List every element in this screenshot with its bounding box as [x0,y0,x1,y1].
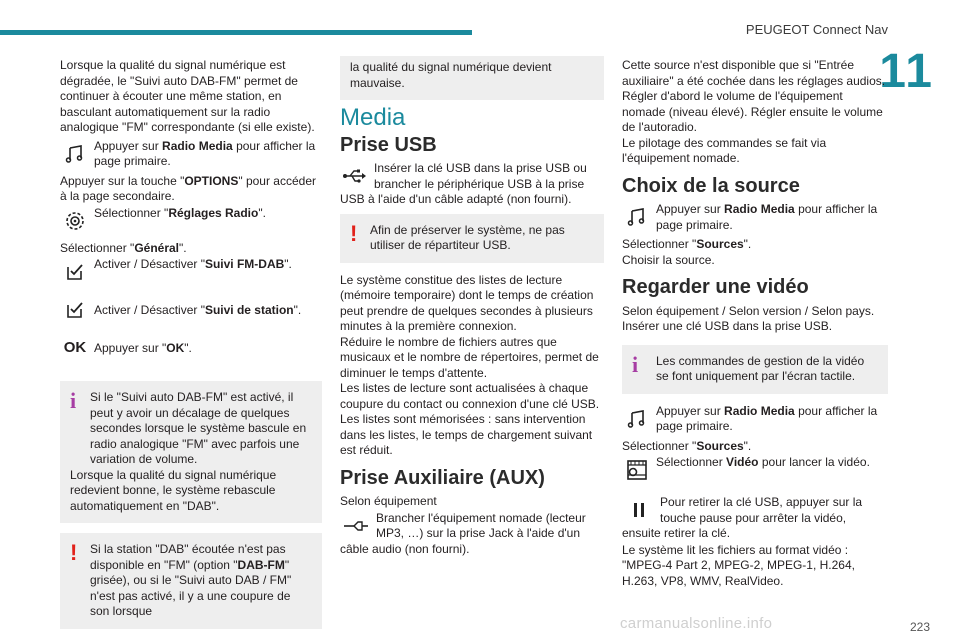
info-icon: i [70,388,77,413]
step-radio-media [60,139,322,173]
paragraph [622,439,888,455]
step-keyword: Suivi de station [204,303,294,317]
warning-text: Afin de préserver le système, ne pas utiliser de répartiteur USB. [370,222,565,252]
step-text: Sélectionner " [94,205,169,220]
column-right [622,58,888,589]
watermark: carmanualsonline.info [620,615,773,632]
music-note-icon [60,139,90,169]
warning-text: la qualité du signal numérique devient mauvaise. [350,60,552,90]
text: ". [743,438,752,453]
column-left [60,58,322,637]
step-text: Sélectionner [656,455,727,469]
step-text: ". [258,205,266,220]
keyword: Sources [696,237,744,251]
step-text: ". [293,303,302,317]
paragraph: Selon équipement [340,494,437,508]
step-text: Appuyer sur [656,403,725,418]
step-text: Appuyer sur [94,138,163,153]
paragraph: "MPEG-4 Part 2, MPEG-2, MPEG-1, H.264, H.263, VP8, WMV, RealVideo. [622,558,855,588]
paragraph: Le système lit les fichiers au format vidéo : [622,542,849,557]
step-suivi-fm-dab [60,257,322,291]
keyword: Général [134,240,180,255]
warning-box [340,214,604,263]
step-text: Appuyer sur " [94,341,167,355]
paragraph: Le pilotage des commandes se fait via l'équipement nomade. [622,135,827,165]
text: Appuyer sur la touche " [60,173,185,188]
paragraph: Les listes de lecture sont actualisées à chaque coupure du contact ou connexion d'une clé USB. Les listes sont mémorisées : sans intervention dans les listes, le temps de chargement suivant est réduit. [340,381,600,457]
checkbox-icon [60,295,90,325]
ok-icon: OK [63,339,87,357]
radio-settings-icon [60,206,90,236]
step-keyword: Réglages Radio [168,205,259,220]
music-note-icon [622,202,652,232]
step-text: pour afficher la page primaire. [656,403,878,433]
paragraph: Choisir la source. [622,252,715,267]
step-text: Activer / Désactiver " [94,303,205,317]
keyword: DAB-FM [237,557,285,572]
paragraph [60,174,322,205]
text: Sélectionner " [622,438,697,453]
keyword: OPTIONS [184,173,239,188]
paragraph: Selon équipement / Selon version / Selon pays. [622,303,875,318]
step-text: pour afficher la page primaire. [656,202,878,232]
step-text: ". [284,257,292,271]
step-radio-media [622,404,888,438]
step-suivi-station [60,295,322,329]
step-text: Brancher l'équipement nomade (lecteur MP3, …) sur la prise Jack à l'aide d'un câble audio (non fourni). [340,510,586,556]
text: ". [743,237,752,251]
step-keyword: Vidéo [726,455,759,469]
step-keyword: Radio Media [724,202,795,216]
step-aux [340,511,604,558]
paragraph: Le système constitue des listes de lecture (mémoire temporaire) dont le temps de création peut prendre de quelques secondes à plusieurs minutes à la première connexion. [340,272,594,333]
paragraph [60,241,322,257]
heading-aux: Prise Auxiliaire (AUX) [340,466,545,489]
paragraph: Lorsque la qualité du signal numérique est dégradée, le "Suivi auto DAB-FM" permet de continuer à écouter une même station, en basculant automatiquement sur la radio analogique "FM" correspondante (si elle existe). [60,58,315,134]
info-text: Les commandes de gestion de la vidéo se font uniquement par l'écran tactile. [656,353,865,383]
chapter-number: 11 [879,45,934,98]
step-keyword: Radio Media [162,138,233,153]
text: " pour accéder à la page secondaire. [60,173,316,203]
step-pause [622,495,888,542]
step-text: Activer / Désactiver " [94,257,205,271]
usb-icon [340,161,370,191]
heading-video: Regarder une vidéo [622,276,809,298]
step-keyword: Suivi FM-DAB [204,257,285,271]
warning-box [60,533,322,629]
warning-icon: ! [70,540,78,565]
step-usb [340,161,604,208]
warning-box-continued [340,56,604,100]
paragraph: Cette source n'est disponible que si "Entrée auxiliaire" a été cochée dans les réglages audios. [622,58,886,88]
text: " grisée), ou si le "Suivi auto DAB / FM" n'est pas activé, il y a une coupure de son lorsque [90,557,292,618]
header-accent-bar [0,30,472,35]
step-keyword: Radio Media [724,403,795,418]
step-text: Pour retirer la clé USB, appuyer sur la touche pause pour arrêter la vidéo, ensuite retirer la clé. [622,495,863,540]
section-title-media: Media [340,104,406,131]
step-text: pour afficher la page primaire. [94,138,316,168]
paragraph: Insérer une clé USB dans la prise USB. [622,319,833,333]
column-middle [340,58,604,558]
paragraph [622,237,888,253]
warning-icon: ! [350,220,358,246]
info-box [60,381,322,523]
step-text: Appuyer sur [656,202,725,216]
paragraph: Réduire le nombre de fichiers autres que musicaux et le nombre de répertoires, permet de diminuer le temps d'attente. [340,334,599,380]
text: Sélectionner " [60,240,135,255]
heading-usb: Prise USB [340,133,437,156]
music-note-icon [622,404,652,434]
header-title: PEUGEOT Connect Nav [745,22,888,37]
info-box [622,345,888,394]
pause-icon [622,495,656,525]
info-text: Si le "Suivi auto DAB-FM" est activé, il peut y avoir un décalage de quelques secondes lorsque le système bascule en radio analogique "FM" avec parfois une variation de volume. [90,390,307,466]
text: ". [179,240,187,255]
step-text: Insérer la clé USB dans la prise USB ou brancher le périphérique USB à la prise USB à l'aide d'un câble adapté (non fourni). [340,161,587,206]
heading-source: Choix de la source [622,174,800,197]
step-video [622,455,888,489]
info-text: Lorsque la qualité du signal numérique redevient bonne, le système rebascule automatiquement en "DAB". [70,467,277,513]
text: Sélectionner " [622,237,697,251]
warning-text [70,542,312,620]
step-text: ". [184,341,192,355]
paragraph: Régler d'abord le volume de l'équipement nomade (niveau élevé). Régler ensuite le volume de l'autoradio. [622,89,883,134]
step-radio-media [622,202,888,236]
step-keyword: OK [166,341,185,355]
step-text: pour lancer la vidéo. [758,455,870,469]
info-icon: i [632,351,639,377]
step-radio-settings [60,206,322,240]
keyword: Sources [696,438,744,453]
text: Si la station "DAB" écoutée n'est pas disponible en "FM" (option " [90,542,286,572]
page-number: 223 [909,620,930,634]
step-ok [60,333,322,367]
video-icon [622,455,652,485]
jack-cable-icon [340,511,372,541]
checkbox-icon [60,257,90,287]
